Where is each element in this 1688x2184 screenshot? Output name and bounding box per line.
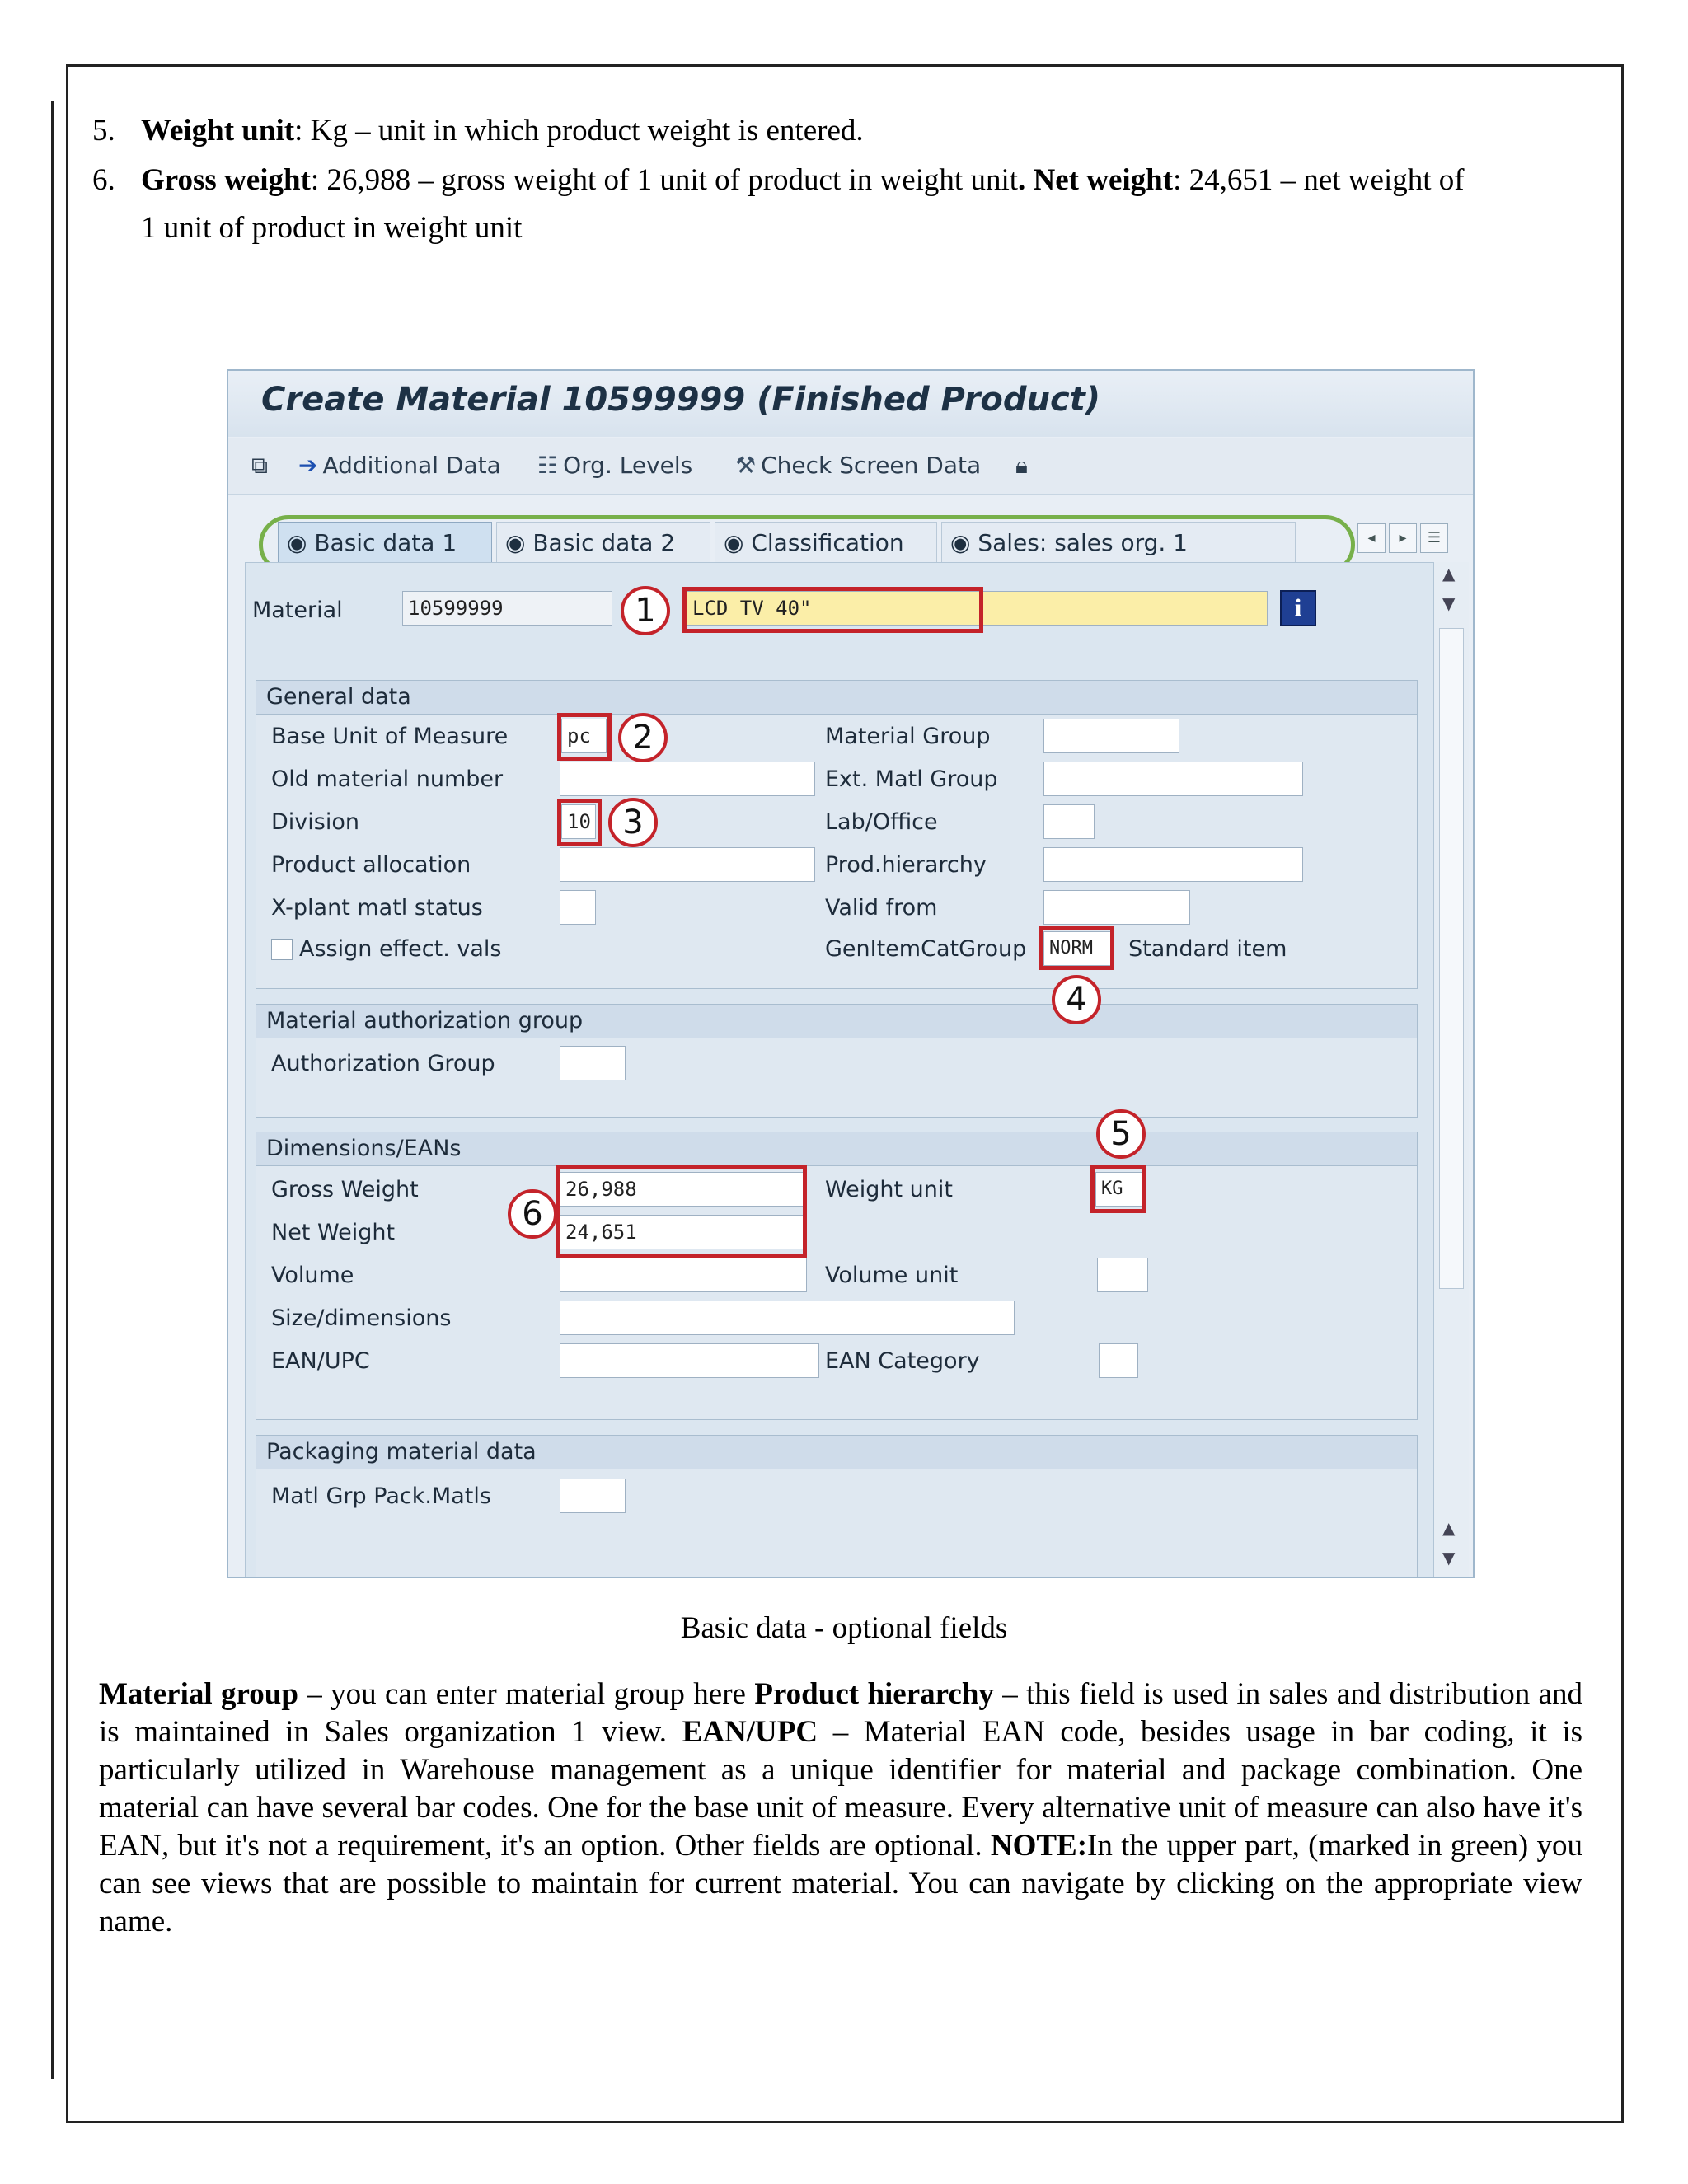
callout-1: 1 [621,586,670,635]
sap-title-bar [228,371,1473,437]
size-dimensions-field[interactable] [560,1301,1015,1335]
scroll-up-icon[interactable]: ▲ [1442,1518,1456,1538]
body-paragraph [99,1675,1582,1941]
body-text-run: – you can enter material group here [298,1677,755,1711]
lock-icon[interactable]: 🔒︎ [1015,452,1028,479]
authorization-group [256,1004,1418,1118]
callout-3: 3 [608,798,658,847]
term-note: NOTE: [990,1829,1088,1863]
additional-data-button[interactable] [298,452,501,479]
material-group-label: Material Group [825,724,991,749]
view-icon: ◉ [724,529,752,556]
highlight-box-5 [1090,1165,1146,1213]
margin-rule [51,101,54,2079]
group-title: Dimensions/EANs [266,1136,462,1161]
application-toolbar [228,438,1473,495]
scrollbar-thumb[interactable] [1439,628,1464,1289]
material-label: Material [252,598,343,623]
net-weight-field[interactable]: 24,651 [560,1215,807,1249]
list-text-line2: 1 unit of product in weight unit [141,211,523,245]
lab-office-label: Lab/Office [825,809,938,835]
xplant-status-field[interactable] [560,890,596,925]
ext-matl-group-label: Ext. Matl Group [825,766,998,792]
highlight-box-3 [557,799,602,846]
view-icon: ◉ [505,529,533,556]
lab-office-field[interactable] [1043,804,1095,839]
material-description-field[interactable]: LCD TV 40" [687,591,1268,626]
list-text: : 26,988 – gross weight of 1 unit of product in weight unit [310,163,1019,197]
assign-effect-vals-checkbox[interactable] [271,939,293,960]
org-levels-button[interactable] [537,452,692,479]
product-allocation-field[interactable] [560,847,815,882]
division-label: Division [271,809,359,835]
scroll-down-icon[interactable]: ▼ [1442,1548,1456,1568]
genitemcatgroup-field[interactable]: NORM [1043,931,1111,966]
net-weight-label: Net Weight [271,1220,396,1245]
size-dimensions-label: Size/dimensions [271,1305,452,1331]
group-title: General data [266,684,411,710]
product-allocation-label: Product allocation [271,852,471,878]
basic-data-1-panel [245,562,1437,1578]
org-hierarchy-icon: ☷ [537,452,559,479]
highlight-box-4 [1039,926,1114,970]
callout-4: 4 [1052,975,1101,1024]
ean-upc-label: EAN/UPC [271,1348,370,1374]
term-weight-unit: Weight unit [141,114,295,148]
check-screen-data-label: Check Screen Data [761,452,982,479]
check-screen-data-button[interactable] [735,452,981,479]
term-gross-weight: Gross weight [141,163,311,197]
valid-from-label: Valid from [825,895,938,921]
packaging-material-group [256,1435,1418,1578]
sap-window [227,369,1475,1578]
term-ean-upc: EAN/UPC [682,1715,818,1749]
highlight-box-2 [557,713,612,761]
term-material-group: Material group [99,1677,298,1711]
callout-5: 5 [1096,1109,1146,1159]
general-data-group [256,680,1418,989]
list-number: 6. [92,163,115,197]
ean-upc-field[interactable] [560,1343,819,1378]
material-group-field[interactable] [1043,719,1179,753]
matl-grp-pack-field[interactable] [560,1479,626,1513]
body-text-run: – this field is used in sales and distribution and is maintained in Sales organization 1 view. [99,1677,1582,1749]
highlight-box-1 [682,587,983,633]
gross-weight-field[interactable]: 26,988 [560,1172,807,1207]
callout-2: 2 [618,713,668,762]
scroll-down-icon[interactable]: ▼ [1442,593,1456,613]
old-material-field[interactable] [560,762,815,796]
figure-caption: Basic data - optional fields [680,1611,1008,1645]
prod-hierarchy-label: Prod.hierarchy [825,852,987,878]
ean-category-field[interactable] [1099,1343,1138,1378]
tab-label: Basic data 2 [532,529,676,556]
list-text: : 24,651 – net weight of [1173,163,1465,197]
view-icon: ◉ [950,529,978,556]
division-field[interactable]: 10 [561,804,596,839]
dimensions-eans-group [256,1132,1418,1420]
volume-field[interactable] [560,1258,807,1292]
scroll-up-icon[interactable]: ▲ [1442,564,1456,583]
body-text-run: In the upper part, (marked in green) you can see views that are possible to maintain for current material. You can navigate by clicking on the appropriate view name. [99,1829,1582,1938]
weight-unit-label: Weight unit [825,1177,953,1202]
assign-effect-vals-label: Assign effect. vals [299,936,502,962]
old-material-label: Old material number [271,766,504,792]
tab-label: Classification [751,529,904,556]
volume-label: Volume [271,1263,354,1288]
tab-list-icon[interactable]: ☰ [1420,523,1448,553]
group-title: Material authorization group [266,1008,584,1033]
highlight-box-6 [556,1165,807,1258]
authorization-group-label: Authorization Group [271,1051,495,1076]
view-icon: ◉ [287,529,315,556]
term-product-hierarchy: Product hierarchy [754,1677,994,1711]
group-title: Packaging material data [266,1439,537,1465]
tab-label: Basic data 1 [314,529,457,556]
other-view-icon[interactable]: ⧉ [251,452,268,479]
material-number-field: 10599999 [402,591,612,626]
valid-from-field[interactable] [1043,890,1190,925]
tab-scroll-left-icon[interactable]: ◂ [1357,523,1386,553]
body-text-run: – Material EAN code, besides usage in bar coding, it is particularly utilized in Warehouse management as a unique identifier for material and package combination. One material can have several bar codes. One for the base unit of measure. Every alternative unit of measure can also have it's EAN, but it's not a requirement, it's an option. Other fields are optional. [99,1715,1583,1863]
xplant-status-label: X-plant matl status [271,895,483,921]
info-icon[interactable]: i [1280,590,1316,626]
vertical-scrollbar[interactable] [1433,562,1469,1577]
list-number: 5. [92,114,115,148]
ean-category-label: EAN Category [825,1348,980,1374]
tab-label: Sales: sales org. 1 [978,529,1188,556]
arrow-right-icon: ➔ [298,452,318,479]
genitemcatgroup-label: GenItemCatGroup [825,936,1027,962]
additional-data-label: Additional Data [322,452,501,479]
gross-weight-label: Gross Weight [271,1177,419,1202]
weight-unit-field[interactable]: KG [1095,1172,1146,1207]
term-net-weight: . Net weight [1018,163,1174,197]
genitemcatgroup-desc: Standard item [1128,936,1287,962]
matl-grp-pack-label: Matl Grp Pack.Matls [271,1483,491,1509]
base-uom-label: Base Unit of Measure [271,724,509,749]
check-icon: ⚒ [735,452,757,479]
screen-title: Create Material 10599999 (Finished Product) [261,381,1101,419]
authorization-group-field[interactable] [560,1046,626,1080]
base-uom-field[interactable]: pc [561,719,607,753]
tab-scroll-right-icon[interactable]: ▸ [1389,523,1417,553]
org-levels-label: Org. Levels [563,452,693,479]
list-text: : Kg – unit in which product weight is entered. [294,114,864,148]
prod-hierarchy-field[interactable] [1043,847,1303,882]
ext-matl-group-field[interactable] [1043,762,1303,796]
callout-6: 6 [508,1189,557,1239]
volume-unit-field[interactable] [1097,1258,1148,1292]
volume-unit-label: Volume unit [825,1263,959,1288]
